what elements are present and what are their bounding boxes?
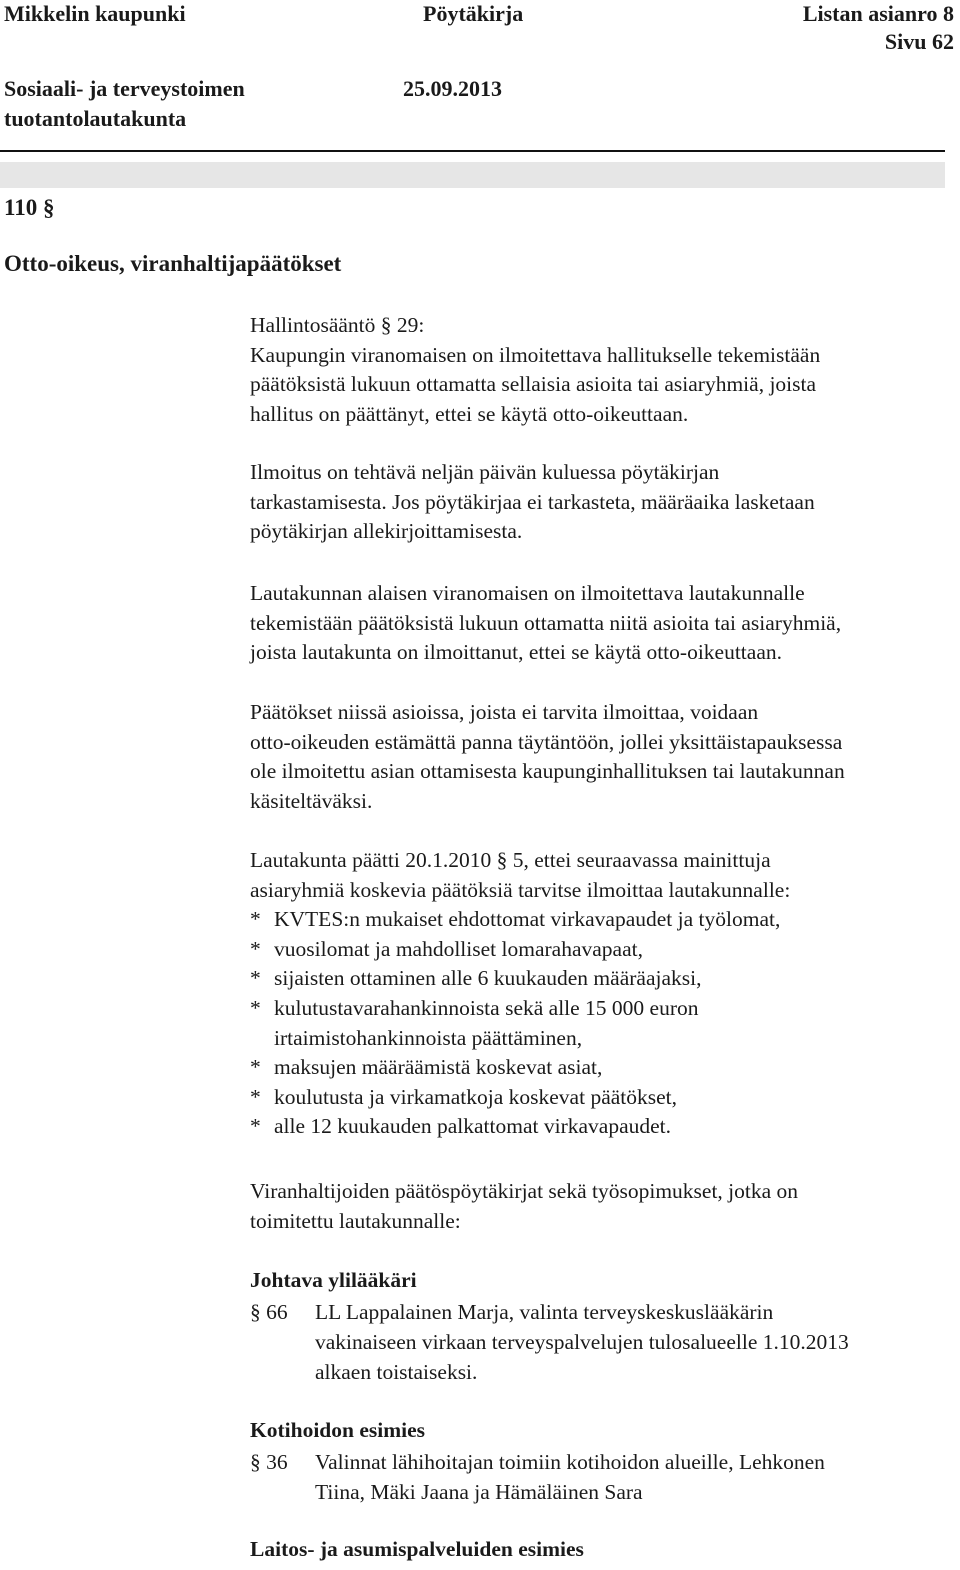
body-paragraph-4: Päätökset niissä asioissa, joista ei tarvita ilmoittaa, voidaan otto-oikeuden estämättä panna täytäntöön, jollei yksittäistapauksessa ole ilmoitettu asian ottamisesta kaupunginhallituksen tai lautakunnan käsiteltäväksi. (250, 700, 845, 813)
header-list-number: Listan asianro 8 (802, 1, 954, 26)
body-paragraph-5: Lautakunta päätti 20.1.2010 § 5, ettei seuraavassa mainittuja asiaryhmiä koskevia päätöksiä tarvitse ilmoittaa lautakunnalle: * KVTES:n mukaiset ehdottomat virkavapaudet ja työlomat, * vuosilomat ja mahdolliset lomarahavapaat, * sijaisten ottaminen alle 6 kuukauden määräajaksi, * kulutustavarahankinnoista sekä alle 15 000 euron irtaimistohankinnoista päättäminen, * maksujen määräämistä koskevat asiat, * koulutusta ja virkamatkoja koskevat päätökset, * alle 12 kuukauden palkattomat virkavapaudet. (250, 846, 790, 1142)
section-number: 110 § (4, 195, 55, 220)
header-board-line2: tuotantolautakunta (4, 106, 187, 131)
header-page-number: Sivu 62 (884, 29, 954, 54)
decision-entry (250, 1447, 825, 1507)
list-item: * maksujen määräämistä koskevat asiat, (250, 1055, 603, 1080)
header-board-line1: Sosiaali- ja terveystoimen (4, 76, 245, 101)
decision-entry (250, 1297, 849, 1387)
header-org: Mikkelin kaupunki (4, 1, 186, 26)
list-item: * KVTES:n mukaiset ehdottomat virkavapaudet ja työlomat, (250, 907, 781, 932)
list-item: * sijaisten ottaminen alle 6 kuukauden määräajaksi, (250, 966, 702, 991)
decision-text: Valinnat lähihoitajan toimiin kotihoidon alueille, Lehkonen Tiina, Mäki Jaana ja Hämäläinen Sara (315, 1450, 825, 1504)
group-title: Laitos- ja asumispalveluiden esimies (250, 1537, 584, 1561)
header-date: 25.09.2013 (403, 76, 502, 101)
body-paragraph-3: Lautakunnan alaisen viranomaisen on ilmoitettava lautakunnalle tekemistään päätöksistä lukuun ottamatta niitä asioita tai asiaryhmiä, joista lautakunta on ilmoittanut, ettei se käytä otto-oikeuttaan. (250, 581, 842, 665)
decision-number: § 66 (250, 1300, 288, 1324)
section-title: Otto-oikeus, viranhaltijapäätökset (4, 251, 342, 276)
decision-text: LL Lappalainen Marja, valinta terveyskeskuslääkärin vakinaiseen virkaan terveyspalvelujen tulosalueelle 1.10.2013 alkaen toistaiseksi. (315, 1300, 849, 1384)
list-item: * kulutustavarahankinnoista sekä alle 15 000 euron (250, 995, 699, 1020)
list-item: * alle 12 kuukauden palkattomat virkavapaudet. (250, 1114, 672, 1139)
body-paragraph-6: Viranhaltijoiden päätöspöytäkirjat sekä työsopimukset, jotka on toimitettu lautakunnalle: (250, 1179, 799, 1233)
header-shade-band (0, 162, 945, 188)
group-title: Johtava ylilääkäri (250, 1268, 417, 1292)
decision-number: § 36 (250, 1450, 288, 1474)
list-item: * koulutusta ja virkamatkoja koskevat päätökset, (250, 1084, 678, 1109)
list-item: * vuosilomat ja mahdolliset lomarahavapaat, (250, 936, 643, 961)
header-doc-type: Pöytäkirja (423, 1, 524, 26)
body-paragraph-1: Hallintosääntö § 29: Kaupungin viranomaisen on ilmoitettava hallitukselle tekemistään päätöksistä lukuun ottamatta sellaisia asioita tai asiaryhmiä, joista hallitus on päättänyt, ettei se käytä otto-oikeuttaan. (250, 313, 821, 426)
header-divider (0, 150, 945, 152)
group-title: Kotihoidon esimies (250, 1418, 426, 1442)
list-item-continuation: irtaimistohankinnoista päättäminen, (274, 1025, 583, 1050)
body-paragraph-2: Ilmoitus on tehtävä neljän päivän kuluessa pöytäkirjan tarkastamisesta. Jos pöytäkirjaa ei tarkasteta, määräaika lasketaan pöytäkirjan allekirjoittamisesta. (250, 460, 815, 544)
